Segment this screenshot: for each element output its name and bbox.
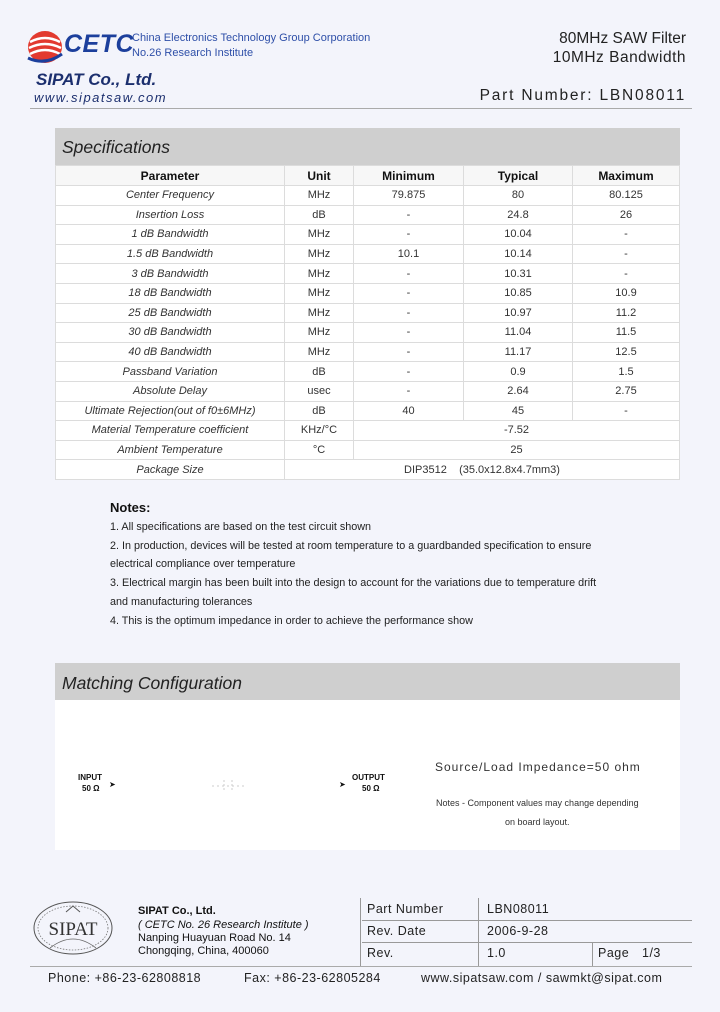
footer-divider [478, 898, 479, 966]
table-row [56, 362, 680, 382]
note-line: 2. In production, devices will be tested at room temperature to a guardbanded specification to ensure [110, 540, 592, 552]
column-header: Unit [285, 166, 354, 186]
note-line: 1. All specifications are based on the test circuit shown [110, 521, 372, 533]
param-cell: 25 dB Bandwidth [56, 303, 285, 323]
footer-rule [362, 942, 692, 943]
footer-address-line: Nanping Huayuan Road No. 14 [138, 932, 291, 944]
footer-rule [362, 920, 692, 921]
max-cell: 11.2 [573, 303, 680, 323]
footer-company: SIPAT Co., Ltd. [138, 905, 216, 917]
min-cell: - [354, 323, 464, 343]
matching-title: Matching Configuration [62, 673, 242, 693]
table-row [56, 381, 680, 401]
footer-address-line: Chongqing, China, 400060 [138, 945, 269, 957]
company-name: SIPAT Co., Ltd. [36, 70, 157, 89]
table-row [56, 421, 680, 441]
cetc-logo-icon [26, 28, 64, 66]
param-cell: Package Size [56, 460, 285, 480]
part-number-value: LBN08011 [487, 902, 550, 916]
typ-cell: 11.04 [464, 323, 573, 343]
table-header-row [56, 166, 680, 186]
table-row [56, 186, 680, 206]
footer-contact[interactable]: www.sipatsaw.com / sawmkt@sipat.com [421, 971, 663, 985]
table-row [56, 244, 680, 264]
page-value: 1/3 [642, 946, 661, 960]
output-label: OUTPUT [352, 773, 385, 782]
specifications-title: Specifications [62, 137, 170, 157]
min-cell: - [354, 225, 464, 245]
typ-cell: 10.97 [464, 303, 573, 323]
param-cell: Passband Variation [56, 362, 285, 382]
unit-cell: °C [285, 440, 354, 460]
min-cell: - [354, 342, 464, 362]
table-row [56, 225, 680, 245]
sipat-seal-logo [32, 900, 114, 956]
impedance-text: Source/Load Impedance=50 ohm [435, 760, 641, 774]
typ-cell: 2.64 [464, 381, 573, 401]
unit-cell: MHz [285, 225, 354, 245]
unit-cell: dB [285, 362, 354, 382]
max-cell: 2.75 [573, 381, 680, 401]
table-row [56, 323, 680, 343]
param-cell: Material Temperature coefficient [56, 421, 285, 441]
column-header: Minimum [354, 166, 464, 186]
max-cell: - [573, 225, 680, 245]
rev-value: 1.0 [487, 946, 506, 960]
typ-cell: 80 [464, 186, 573, 206]
table-row [56, 303, 680, 323]
cetc-logo-text: CETC [64, 30, 135, 58]
unit-cell: MHz [285, 283, 354, 303]
max-cell: 12.5 [573, 342, 680, 362]
part-number-heading: Part Number: LBN08011 [479, 87, 686, 104]
param-cell: 1.5 dB Bandwidth [56, 244, 285, 264]
min-cell: - [354, 362, 464, 382]
max-cell: 11.5 [573, 323, 680, 343]
typ-cell: 10.85 [464, 283, 573, 303]
rev-label: Rev. [367, 946, 394, 960]
output-impedance: 50 Ω [362, 784, 380, 793]
typ-cell: 10.14 [464, 244, 573, 264]
product-title: 80MHz SAW Filter [559, 30, 686, 47]
unit-cell: dB [285, 205, 354, 225]
max-cell: 26 [573, 205, 680, 225]
max-cell: 10.9 [573, 283, 680, 303]
unit-cell: MHz [285, 244, 354, 264]
output-arrow-icon: ➤ [339, 780, 346, 789]
max-cell: - [573, 264, 680, 284]
table-row [56, 283, 680, 303]
part-number-label: Part Number [367, 902, 444, 916]
note-line: 3. Electrical margin has been built into the design to account for the variations due to temperature drift [110, 577, 597, 589]
unit-cell: MHz [285, 186, 354, 206]
max-cell: - [573, 244, 680, 264]
table-row [56, 460, 680, 480]
max-cell: 1.5 [573, 362, 680, 382]
typ-cell: 0.9 [464, 362, 573, 382]
value-cell: 25 [354, 440, 680, 460]
circuit-icon [210, 778, 246, 794]
specifications-table [55, 165, 680, 480]
typ-cell: 10.31 [464, 264, 573, 284]
footer-divider-line [30, 966, 692, 967]
org-institute: No.26 Research Institute [132, 47, 254, 59]
value-cell: -7.52 [354, 421, 680, 441]
input-impedance: 50 Ω [82, 784, 100, 793]
param-cell: 40 dB Bandwidth [56, 342, 285, 362]
table-row [56, 440, 680, 460]
product-bandwidth: 10MHz Bandwidth [552, 49, 686, 66]
unit-cell: KHz/°C [285, 421, 354, 441]
table-row [56, 342, 680, 362]
min-cell: - [354, 303, 464, 323]
param-cell: 18 dB Bandwidth [56, 283, 285, 303]
unit-cell: MHz [285, 264, 354, 284]
param-cell: 30 dB Bandwidth [56, 323, 285, 343]
max-cell: 80.125 [573, 186, 680, 206]
header-divider [30, 108, 692, 109]
typ-cell: 24.8 [464, 205, 573, 225]
min-cell: 79.875 [354, 186, 464, 206]
typ-cell: 45 [464, 401, 573, 421]
input-arrow-icon: ➤ [109, 780, 116, 789]
table-row [56, 264, 680, 284]
param-cell: Ultimate Rejection(out of f0±6MHz) [56, 401, 285, 421]
param-cell: Absolute Delay [56, 381, 285, 401]
note-line: and manufacturing tolerances [110, 596, 253, 608]
param-cell: Ambient Temperature [56, 440, 285, 460]
unit-cell: usec [285, 381, 354, 401]
footer-phone: Phone: +86-23-62808818 [48, 971, 202, 985]
min-cell: 10.1 [354, 244, 464, 264]
unit-cell: dB [285, 401, 354, 421]
value-cell: DIP3512 (35.0x12.8x4.7mm3) [285, 460, 680, 480]
max-cell: - [573, 401, 680, 421]
column-header: Maximum [573, 166, 680, 186]
unit-cell: MHz [285, 303, 354, 323]
min-cell: 40 [354, 401, 464, 421]
page-label: Page [598, 946, 630, 960]
typ-cell: 11.17 [464, 342, 573, 362]
param-cell: Insertion Loss [56, 205, 285, 225]
rev-date-value: 2006-9-28 [487, 924, 549, 938]
min-cell: - [354, 381, 464, 401]
param-cell: 1 dB Bandwidth [56, 225, 285, 245]
note-line: electrical compliance over temperature [110, 558, 296, 570]
param-cell: Center Frequency [56, 186, 285, 206]
min-cell: - [354, 205, 464, 225]
input-label: INPUT [78, 773, 102, 782]
table-row [56, 401, 680, 421]
column-header: Parameter [56, 166, 285, 186]
footer-fax: Fax: +86-23-62805284 [244, 971, 381, 985]
org-name: China Electronics Technology Group Corporation [132, 32, 371, 44]
note-line: 4. This is the optimum impedance in order to achieve the performance show [110, 615, 473, 627]
param-cell: 3 dB Bandwidth [56, 264, 285, 284]
matching-note-cont: on board layout. [505, 817, 570, 827]
footer-divider [592, 942, 593, 966]
rev-date-label: Rev. Date [367, 924, 427, 938]
unit-cell: MHz [285, 342, 354, 362]
column-header: Typical [464, 166, 573, 186]
table-row [56, 205, 680, 225]
svg-text:SIPAT: SIPAT [48, 919, 98, 940]
footer-divider [360, 898, 361, 966]
matching-note: Notes - Component values may change depending [436, 798, 639, 808]
min-cell: - [354, 283, 464, 303]
footer-address-line: ( CETC No. 26 Research Institute ) [138, 919, 309, 931]
notes-title: Notes: [110, 500, 151, 515]
company-website: www.sipatsaw.com [34, 90, 168, 105]
typ-cell: 10.04 [464, 225, 573, 245]
unit-cell: MHz [285, 323, 354, 343]
min-cell: - [354, 264, 464, 284]
